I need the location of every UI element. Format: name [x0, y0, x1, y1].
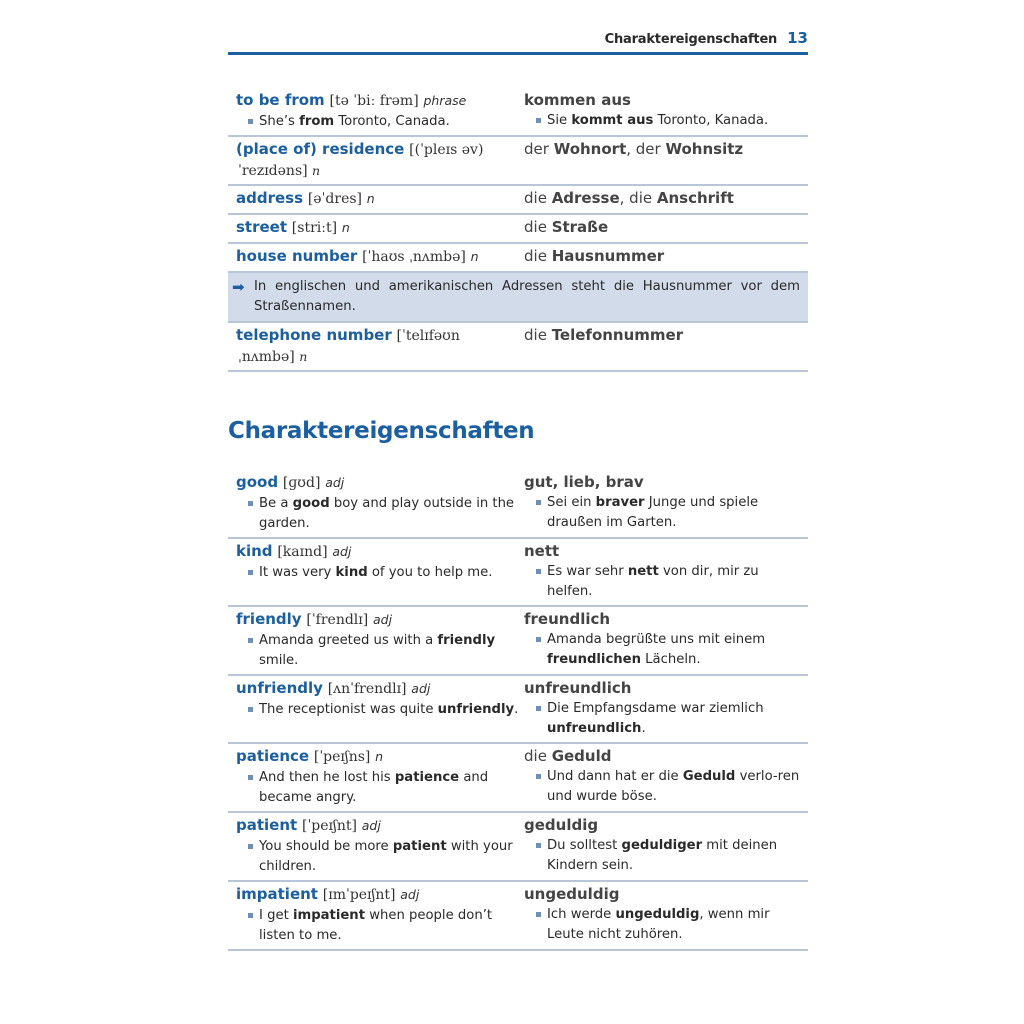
- entry-street: [228, 215, 808, 244]
- entry-patience: [228, 744, 808, 813]
- headword: telephone number: [236, 326, 392, 344]
- entry-friendly: [228, 607, 808, 676]
- info-note: [228, 273, 808, 323]
- pronunciation: [ʌnˈfrendlɪ]: [327, 681, 407, 697]
- entry-to-be-from: [228, 88, 808, 137]
- part-of-speech: n: [470, 249, 479, 264]
- pronunciation: [əˈdres]: [307, 191, 362, 207]
- part-of-speech: adj: [332, 544, 352, 559]
- example-en: I get impatient when people don’t listen to me.: [236, 906, 524, 946]
- translation: nett: [524, 542, 560, 560]
- part-of-speech: adj: [373, 612, 393, 627]
- example-de: Sei ein braver Junge und spiele draußen im Garten.: [524, 493, 808, 533]
- entry-good: [228, 470, 808, 539]
- part-of-speech: n: [312, 163, 321, 178]
- translation: geduldig: [524, 816, 599, 834]
- entry-patient: [228, 813, 808, 882]
- translation: die Adresse, die Anschrift: [524, 189, 734, 207]
- pronunciation: [kaɪnd]: [277, 544, 328, 560]
- headword: patient: [236, 816, 298, 834]
- example-de: Es war sehr nett von dir, mir zu helfen.: [524, 562, 808, 602]
- translation: der Wohnort, der Wohnsitz: [524, 140, 744, 158]
- entry-address: [228, 186, 808, 215]
- example-en: And then he lost his patience and became angry.: [236, 768, 524, 808]
- pronunciation: [ˈtelɪfəʊn: [396, 328, 460, 344]
- bottom-entries: [228, 470, 808, 951]
- headword: impatient: [236, 885, 318, 903]
- entry-unfriendly: [228, 676, 808, 744]
- translation: die Hausnummer: [524, 247, 665, 265]
- part-of-speech: adj: [361, 818, 381, 833]
- headword: house number: [236, 247, 358, 265]
- example-de: Sie kommt aus Toronto, Kanada.: [524, 111, 808, 131]
- example-de: Die Empfangsdame war ziemlich unfreundlich.: [524, 699, 808, 739]
- entry-residence: [228, 137, 808, 186]
- example-en: She’s from Toronto, Canada.: [236, 112, 524, 132]
- headword: patience: [236, 747, 310, 765]
- pronunciation: [ˈpeɪʃnt]: [301, 818, 357, 834]
- pronunciation: [ɪmˈpeɪʃnt]: [322, 887, 396, 903]
- page-number: 13: [787, 29, 808, 47]
- headword: address: [236, 189, 304, 207]
- running-header: [228, 28, 808, 55]
- pronunciation: [striːt]: [291, 220, 338, 236]
- translation: gut, lieb, brav: [524, 473, 644, 491]
- translation: die Geduld: [524, 747, 612, 765]
- example-de: Amanda begrüßte uns mit einem freundlichen Lächeln.: [524, 630, 808, 670]
- part-of-speech: n: [366, 191, 375, 206]
- example-de: Du solltest geduldiger mit deinen Kindern sein.: [524, 836, 808, 876]
- example-en: Be a good boy and play outside in the garden.: [236, 494, 524, 534]
- entry-telephone-number: [228, 323, 808, 372]
- section-title: Charaktereigenschaften: [228, 418, 535, 444]
- example-en: The receptionist was quite unfriendly.: [236, 700, 524, 720]
- arrow-right-icon: ➡: [232, 278, 245, 296]
- pronunciation-continued: ˈrezɪdəns]: [238, 163, 308, 179]
- headword: (place of) residence: [236, 140, 405, 158]
- translation: die Telefonnummer: [524, 326, 684, 344]
- translation: freundlich: [524, 610, 611, 628]
- entry-kind: [228, 539, 808, 607]
- pronunciation: [tə ˈbiː frəm]: [329, 93, 419, 109]
- headword: friendly: [236, 610, 302, 628]
- translation: kommen aus: [524, 91, 631, 109]
- translation: die Straße: [524, 218, 609, 236]
- part-of-speech: n: [341, 220, 350, 235]
- pronunciation-continued: ˌnʌmbə]: [238, 349, 295, 365]
- part-of-speech: adj: [400, 887, 420, 902]
- top-entries: [228, 88, 808, 372]
- headword: unfriendly: [236, 679, 323, 697]
- pronunciation: [ˈfrendlɪ]: [306, 612, 369, 628]
- part-of-speech: adj: [325, 475, 345, 490]
- running-title: Charaktereigenschaften: [604, 32, 778, 47]
- headword: good: [236, 473, 279, 491]
- part-of-speech: adj: [411, 681, 431, 696]
- translation: ungeduldig: [524, 885, 620, 903]
- example-en: You should be more patient with your children.: [236, 837, 524, 877]
- example-de: Ich werde ungeduldig, wenn mir Leute nicht zuhören.: [524, 905, 808, 945]
- example-en: Amanda greeted us with a friendly smile.: [236, 631, 524, 671]
- headword: street: [236, 218, 288, 236]
- headword: kind: [236, 542, 273, 560]
- example-en: It was very kind of you to help me.: [236, 563, 524, 583]
- pronunciation: [ˈpeɪʃns]: [313, 749, 371, 765]
- pronunciation: [(ˈpleɪs əv): [409, 142, 484, 158]
- part-of-speech: phrase: [423, 93, 467, 108]
- headword: to be from: [236, 91, 325, 109]
- entry-house-number: [228, 244, 808, 273]
- translation: unfreundlich: [524, 679, 632, 697]
- note-text: In englischen und amerikanischen Adressen steht die Hausnummer vor dem Straßennamen.: [254, 279, 800, 314]
- example-de: Und dann hat er die Geduld verlo-ren und wurde böse.: [524, 767, 808, 807]
- pronunciation: [ˈhaʊs ˌnʌmbə]: [362, 249, 466, 265]
- part-of-speech: n: [299, 349, 308, 364]
- entry-impatient: [228, 882, 808, 951]
- pronunciation: [ɡʊd]: [282, 475, 321, 491]
- part-of-speech: n: [375, 749, 384, 764]
